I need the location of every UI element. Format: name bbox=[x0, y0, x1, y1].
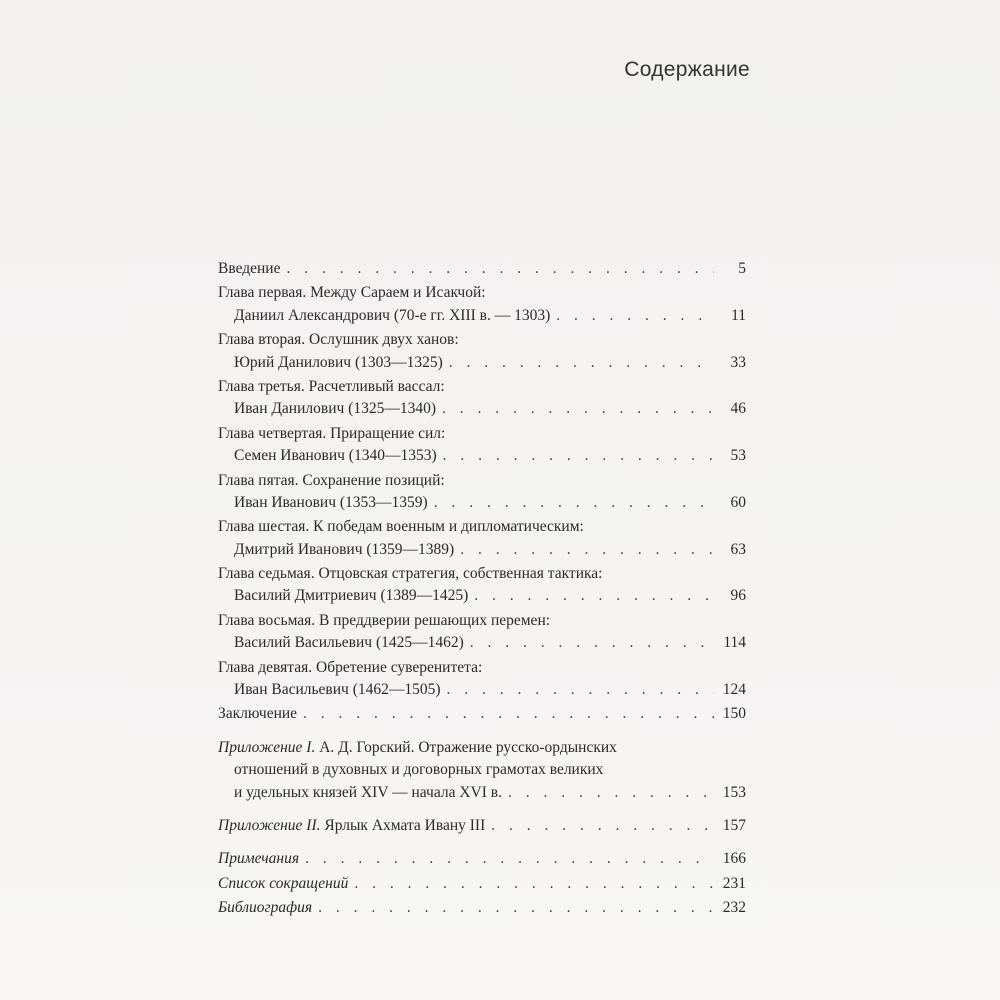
dot-leader bbox=[508, 782, 714, 804]
toc-text: Глава третья. Расчетливый вассал: bbox=[218, 377, 445, 395]
toc-line-text bbox=[218, 703, 297, 725]
toc-line-text bbox=[234, 539, 454, 561]
dot-leader bbox=[556, 305, 714, 327]
toc-italic-label: Примечания bbox=[218, 850, 300, 868]
toc-text: Василий Васильевич (1425—1462) bbox=[234, 634, 464, 652]
dot-leader bbox=[449, 352, 714, 374]
dot-leader bbox=[286, 258, 714, 280]
toc-entry bbox=[218, 329, 746, 374]
toc-text: Семен Иванович (1340—1353) bbox=[234, 447, 437, 465]
toc-entry bbox=[218, 516, 746, 561]
toc-text: Дмитрий Иванович (1359—1389) bbox=[234, 540, 455, 558]
toc-line-text bbox=[218, 282, 486, 304]
toc-line-text bbox=[218, 897, 312, 919]
toc-text: Глава седьмая. Отцовская стратегия, собственная тактика: bbox=[218, 565, 603, 583]
toc-line-text bbox=[234, 679, 441, 701]
toc-line bbox=[218, 610, 746, 632]
page-number: 63 bbox=[730, 540, 746, 558]
toc-text: Глава вторая. Ослушник двух ханов: bbox=[218, 331, 459, 349]
dot-leader bbox=[303, 703, 714, 725]
toc-text: Глава шестая. К победам военным и дипломатическим: bbox=[218, 518, 584, 536]
toc-line bbox=[218, 737, 746, 759]
toc-line bbox=[218, 258, 746, 280]
dot-leader bbox=[460, 539, 714, 561]
toc-line bbox=[218, 470, 746, 492]
page-number: 60 bbox=[730, 493, 746, 511]
toc-line bbox=[218, 492, 746, 514]
toc-line-text bbox=[218, 737, 617, 759]
toc-line bbox=[218, 282, 746, 304]
toc-text: Юрий Данилович (1303—1325) bbox=[234, 353, 443, 371]
toc-line-text bbox=[218, 516, 584, 538]
toc-line-text bbox=[234, 782, 502, 804]
toc-line bbox=[218, 445, 746, 467]
toc-text: Глава четвертая. Приращение сил: bbox=[218, 424, 446, 442]
page-number: 232 bbox=[722, 899, 746, 917]
toc-line-text bbox=[218, 848, 299, 870]
toc-line bbox=[218, 305, 746, 327]
toc-line-text bbox=[218, 657, 482, 679]
toc-text: Ярлык Ахмата Ивану III bbox=[324, 816, 486, 834]
table-of-contents bbox=[218, 256, 746, 920]
toc-line bbox=[218, 398, 746, 420]
page-number: 53 bbox=[730, 447, 746, 465]
page-number: 124 bbox=[722, 681, 746, 699]
toc-line-text bbox=[218, 815, 485, 837]
dot-leader bbox=[443, 445, 714, 467]
dot-leader bbox=[447, 679, 714, 701]
toc-line bbox=[218, 679, 746, 701]
toc-line bbox=[218, 873, 746, 895]
toc-line bbox=[218, 329, 746, 351]
toc-text: отношений в духовных и договорных грамотах великих bbox=[234, 761, 604, 779]
toc-entry bbox=[218, 873, 746, 895]
toc-entry bbox=[218, 423, 746, 468]
toc-line bbox=[218, 897, 746, 919]
toc-italic-label: Список сокращений bbox=[218, 874, 349, 892]
page-number: 46 bbox=[730, 400, 746, 418]
toc-line-text bbox=[218, 470, 445, 492]
toc-entry bbox=[218, 282, 746, 327]
toc-entry bbox=[218, 376, 746, 421]
page-title: Содержание bbox=[624, 58, 750, 81]
toc-line-text bbox=[218, 610, 550, 632]
toc-line-text bbox=[234, 305, 550, 327]
toc-text: Глава первая. Между Сараем и Исакчой: bbox=[218, 284, 486, 302]
toc-text: Глава пятая. Сохранение позиций: bbox=[218, 471, 445, 489]
page-number: 150 bbox=[722, 705, 746, 723]
toc-line bbox=[218, 516, 746, 538]
page-number: 166 bbox=[722, 850, 746, 868]
toc-text: Иван Иванович (1353—1359) bbox=[234, 493, 428, 511]
dot-leader bbox=[442, 398, 714, 420]
toc-entry bbox=[218, 737, 746, 804]
toc-text: и удельных князей XIV — начала XVI в. bbox=[234, 783, 502, 801]
toc-line bbox=[218, 782, 746, 804]
dot-leader bbox=[318, 897, 714, 919]
toc-line-text bbox=[218, 376, 445, 398]
toc-text: Заключение bbox=[218, 705, 298, 723]
toc-entry bbox=[218, 815, 746, 837]
toc-entry bbox=[218, 657, 746, 702]
toc-line-text bbox=[234, 759, 603, 781]
toc-entry bbox=[218, 610, 746, 655]
toc-italic-label: Библиография bbox=[218, 899, 313, 917]
toc-line bbox=[218, 539, 746, 561]
toc-line-text bbox=[234, 585, 468, 607]
toc-line-text bbox=[234, 492, 428, 514]
dot-leader bbox=[470, 632, 714, 654]
toc-line bbox=[218, 423, 746, 445]
dot-leader bbox=[354, 873, 714, 895]
toc-line-text bbox=[218, 329, 459, 351]
toc-entry bbox=[218, 470, 746, 515]
page-number: 5 bbox=[738, 260, 746, 277]
toc-line bbox=[218, 703, 746, 725]
page-number: 11 bbox=[731, 306, 746, 324]
toc-line bbox=[218, 585, 746, 607]
toc-text: Введение bbox=[218, 260, 281, 277]
toc-line-text bbox=[234, 352, 443, 374]
toc-italic-label: Приложение I. bbox=[218, 738, 316, 756]
toc-text: А. Д. Горский. Отражение русско-ордынских bbox=[319, 738, 617, 756]
toc-line bbox=[218, 632, 746, 654]
toc-line-text bbox=[218, 873, 348, 895]
toc-line-text bbox=[234, 398, 436, 420]
toc-text: Глава девятая. Обретение суверенитета: bbox=[218, 658, 483, 676]
page-number: 157 bbox=[722, 816, 746, 834]
toc-italic-label: Приложение II. bbox=[218, 816, 321, 834]
page-number: 114 bbox=[723, 634, 746, 652]
toc-line-text bbox=[218, 258, 280, 280]
dot-leader bbox=[434, 492, 714, 514]
toc-line-text bbox=[234, 445, 437, 467]
dot-leader bbox=[474, 585, 714, 607]
toc-entry bbox=[218, 848, 746, 870]
toc-line bbox=[218, 657, 746, 679]
toc-entry bbox=[218, 897, 746, 919]
toc-line bbox=[218, 759, 746, 781]
page-number: 231 bbox=[722, 874, 746, 892]
page-number: 33 bbox=[730, 353, 746, 371]
toc-text: Даниил Александрович (70-е гг. XIII в. — 1303) bbox=[234, 306, 551, 324]
toc-line-text bbox=[234, 632, 464, 654]
toc-text: Иван Васильевич (1462—1505) bbox=[234, 681, 441, 699]
toc-line bbox=[218, 815, 746, 837]
page-number: 96 bbox=[730, 587, 746, 605]
toc-line bbox=[218, 376, 746, 398]
toc-line-text bbox=[218, 423, 445, 445]
toc-line bbox=[218, 848, 746, 870]
toc-entry bbox=[218, 703, 746, 725]
toc-line bbox=[218, 563, 746, 585]
toc-line bbox=[218, 352, 746, 374]
dot-leader bbox=[305, 848, 714, 870]
page-number: 153 bbox=[722, 783, 746, 801]
toc-text: Глава восьмая. В преддверии решающих перемен: bbox=[218, 611, 551, 629]
toc-entry bbox=[218, 563, 746, 608]
toc-line-text bbox=[218, 563, 602, 585]
toc-text: Иван Данилович (1325—1340) bbox=[234, 400, 436, 418]
toc-entry bbox=[218, 258, 746, 280]
dot-leader bbox=[491, 815, 714, 837]
toc-text: Василий Дмитриевич (1389—1425) bbox=[234, 587, 469, 605]
